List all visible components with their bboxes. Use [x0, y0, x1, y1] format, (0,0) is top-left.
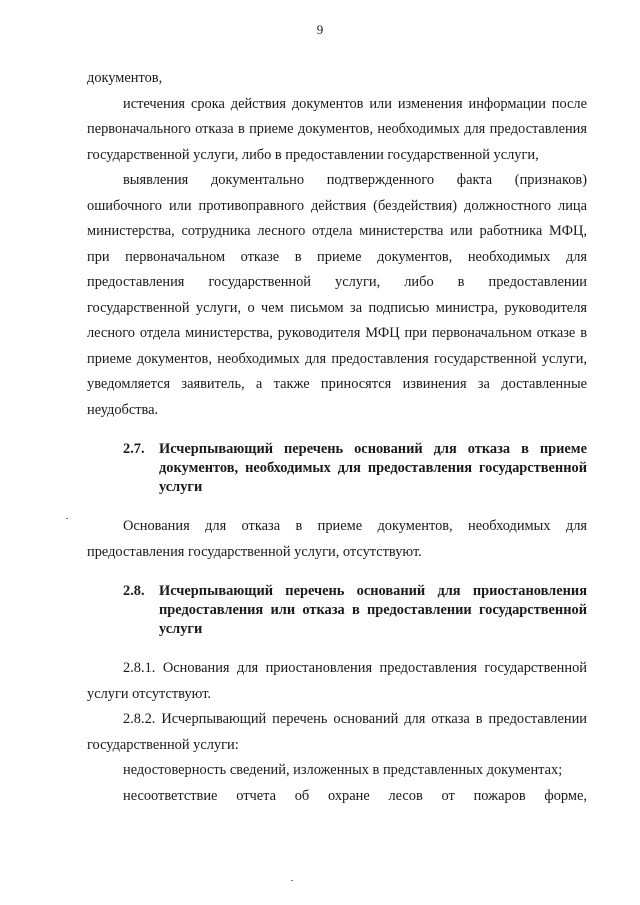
paragraph-item-inaccuracy: недостоверность сведений, изложенных в представленных документах; — [123, 762, 563, 778]
section-number: 2.8. — [123, 583, 145, 599]
paragraph-continuation: документов, — [87, 70, 163, 86]
page-number: 9 — [316, 22, 324, 37]
section-heading-2-8 — [123, 582, 587, 639]
scan-speck — [291, 880, 293, 881]
paragraph-item-nonconformity: несоответствие отчета об охране лесов от пожаров форме, — [123, 787, 587, 804]
section-title: Исчерпывающий перечень оснований для отказа в приеме документов, необходимых для предоставления государственной услуги — [159, 441, 587, 495]
section-heading-2-7 — [123, 440, 587, 497]
scan-speck — [66, 518, 68, 519]
paragraph-expiry: истечения срока действия документов или изменения информации после первоначального отказа в приеме документов, необходимых для предоставления государственной услуги, либо в предоставлении государственной услуги, — [87, 95, 587, 163]
paragraph-2-7-body: Основания для отказа в приеме документов, необходимых для предоставления государственной услуги, отсутствуют. — [87, 518, 587, 560]
paragraph-2-8-2: 2.8.2. Исчерпывающий перечень оснований для отказа в предоставлении государственной услуги: — [87, 711, 587, 753]
section-number: 2.7. — [123, 441, 145, 457]
paragraph-error-detection: выявления документально подтвержденного факта (признаков) ошибочного или противоправного действия (бездействия) должностного лица министерства, сотрудника лесного отдела министерства или работника МФЦ, при первоначальном отказе в приеме документов, необходимых для предоставления государственной услуги, либо в предоставлении государственной услуги, о чем письмом за подписью министра, руководителя лесного отдела министерства, руководителя МФЦ при первоначальном отказе в приеме документов, необходимых для предоставления государственной услуги, уведомляется заявитель, а также приносятся извинения за доставленные неудобства. — [87, 172, 587, 418]
document-body — [87, 66, 587, 809]
section-title: Исчерпывающий перечень оснований для приостановления предоставления или отказа в предоставлении государственной услуги — [159, 583, 587, 637]
paragraph-2-8-1: 2.8.1. Основания для приостановления предоставления государственной услуги отсутствуют. — [87, 660, 587, 702]
